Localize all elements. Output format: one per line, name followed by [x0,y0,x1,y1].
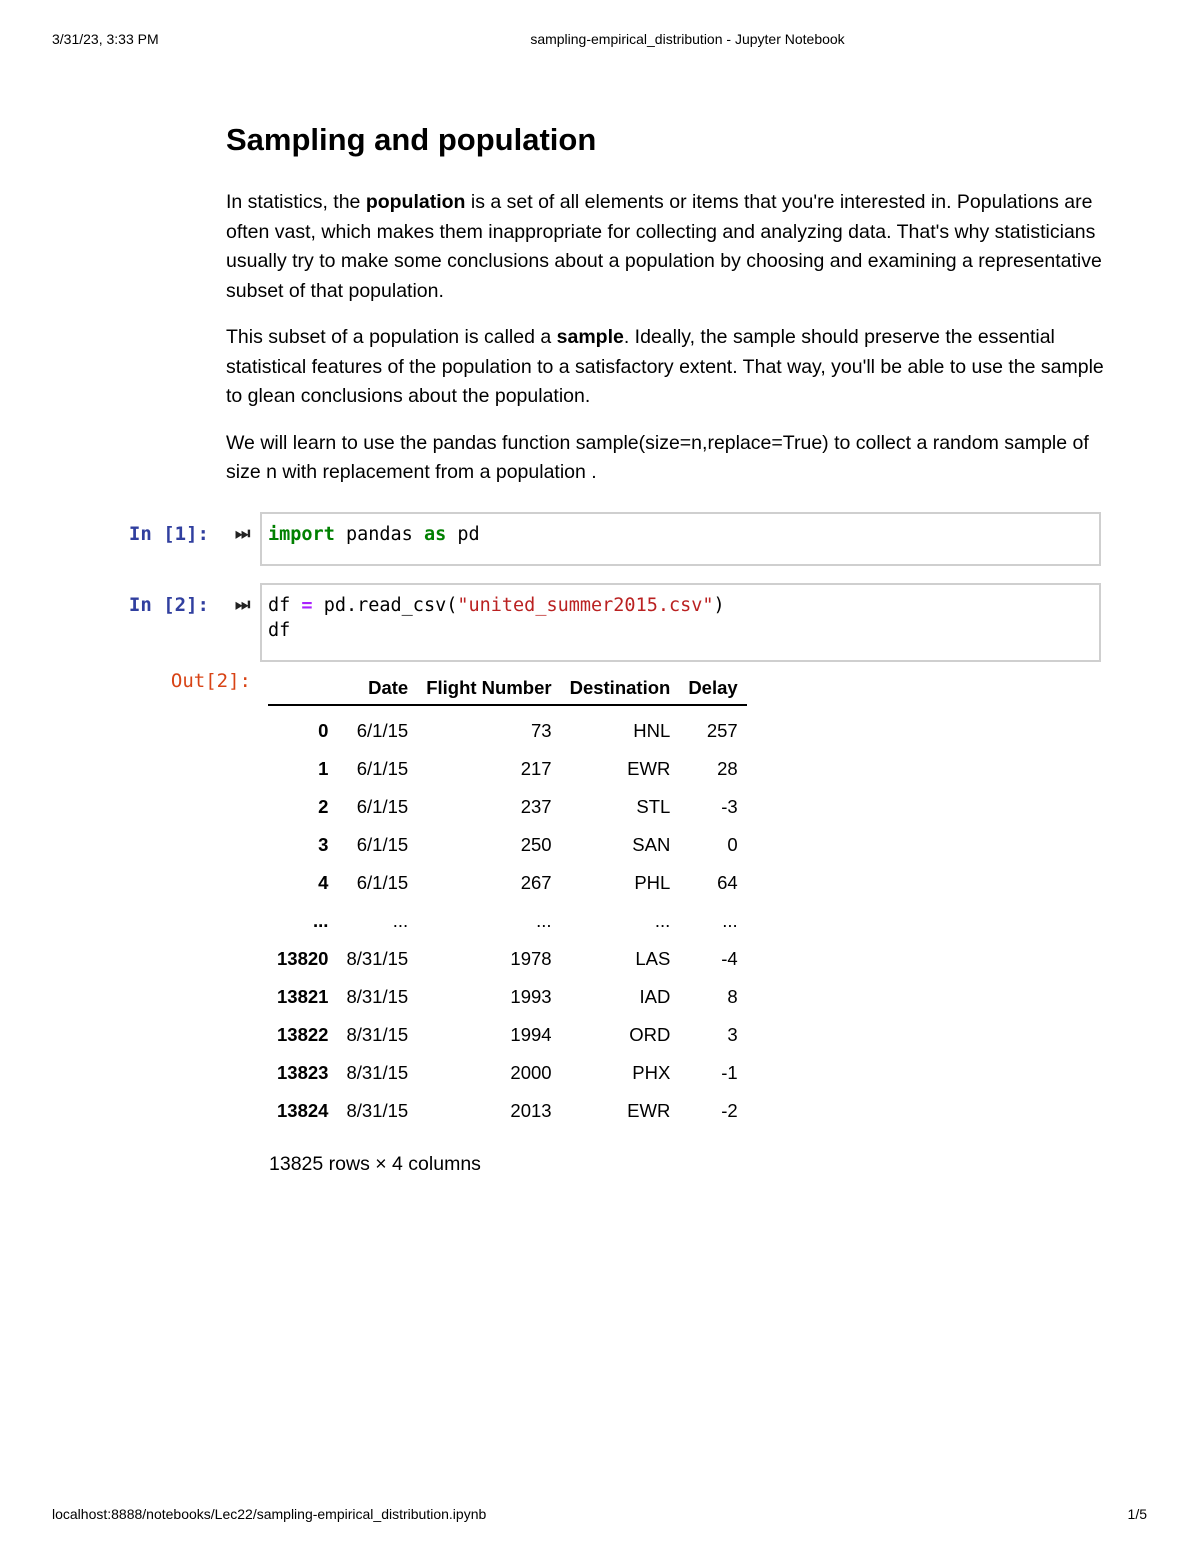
table-row [268,788,747,826]
table-row [268,1016,747,1054]
markdown-cell [226,118,1111,505]
cell-delay: 28 [717,758,738,779]
column-header-flight-number: Flight Number [417,672,560,705]
code-text: df [268,595,302,616]
cell-destination: EWR [627,1100,671,1121]
cell-date: 8/31/15 [346,1024,409,1045]
table-row [268,750,747,788]
code-keyword: import [268,524,335,545]
cell-flight-number: 2013 [510,1100,552,1121]
table-header-row [268,672,747,705]
cell-delay: ... [722,910,738,931]
cell-flight-number: ... [536,910,552,931]
column-header-destination: Destination [561,672,680,705]
code-text: pandas [334,524,424,545]
table-row [268,902,747,940]
table-row [268,864,747,902]
table-row [268,826,747,864]
code-line: df [268,620,291,641]
cell-date: 8/31/15 [346,986,409,1007]
cell-date: 6/1/15 [356,872,409,893]
cell-destination: ORD [629,1024,671,1045]
cell-flight-number: 250 [520,834,552,855]
print-url: localhost:8888/notebooks/Lec22/sampling-empirical_distribution.ipynb [52,1506,487,1522]
code-text: pd.read_csv( [312,595,458,616]
cell-date: 8/31/15 [346,948,409,969]
bold-term-population: population [365,191,466,213]
index-header [268,672,337,705]
table-row [268,978,747,1016]
cell-destination: STL [636,796,671,817]
cell-delay: -1 [721,1062,738,1083]
cell-flight-number: 1978 [510,948,552,969]
cell-destination: PHX [632,1062,671,1083]
print-page-title: sampling-empirical_distribution - Jupyter Notebook [530,31,845,47]
paragraph-text: . Ideally, the sample should preserve the essential statistical features of the population to a satisfactory extent. That way, you'll be able to use the sample to glean conclusions about the population. [226,326,1104,407]
cell-delay: -2 [721,1100,738,1121]
print-page-number: 1/5 [1127,1506,1147,1522]
cell-destination: PHL [634,872,671,893]
run-cell-icon[interactable]: ⏭ [235,524,251,544]
cell-date: 6/1/15 [356,720,409,741]
cell-date: 8/31/15 [346,1062,409,1083]
cell-flight-number: 237 [520,796,552,817]
table-row [268,1054,747,1092]
row-index: 13820 [277,948,329,969]
input-prompt-1: In [1]: [128,523,209,545]
cell-date: 8/31/15 [346,1100,409,1121]
cell-date: ... [392,910,409,931]
input-prompt-2: In [2]: [128,594,209,616]
code-cell-2[interactable] [260,583,1101,662]
paragraph-sample [226,323,1111,412]
paragraph-text: This subset of a population is called a [226,326,557,348]
column-header-date: Date [337,672,417,705]
code-text: ) [713,595,725,616]
cell-destination: IAD [639,986,671,1007]
column-header-delay: Delay [679,672,746,705]
row-index: ... [313,910,329,931]
cell-delay: 0 [727,834,738,855]
row-index: 4 [318,872,329,893]
paragraph-pandas-sample: We will learn to use the pandas function sample(size=n,replace=True) to collect a random sample of size n with replacement from a population . [226,431,1089,483]
print-datetime: 3/31/23, 3:33 PM [52,31,159,47]
code-text: pd [446,524,480,545]
cell-delay: -3 [721,796,738,817]
cell-destination: LAS [635,948,671,969]
code-string: "united_summer2015.csv" [457,595,714,616]
cell-delay: 64 [717,872,738,893]
paragraph-text: is a set of all elements or items that you're interested in. Populations are often vast, which makes them inappropriate for collecting and analyzing data. That's why statisticians usually try to make some conclusions about a population by choosing and examining a representative subset of that population. [226,191,1102,302]
dataframe-shape: 13825 rows × 4 columns [269,1153,481,1175]
code-operator: = [301,595,313,616]
row-index: 13823 [277,1062,329,1083]
row-index: 13821 [277,986,329,1007]
cell-flight-number: 2000 [510,1062,552,1083]
cell-delay: 8 [727,986,738,1007]
cell-date: 6/1/15 [356,758,409,779]
notebook-heading: Sampling and population [226,122,597,157]
cell-flight-number: 1993 [510,986,552,1007]
row-index: 0 [318,720,329,741]
cell-delay: 257 [706,720,738,741]
cell-flight-number: 217 [520,758,552,779]
table-row [268,940,747,978]
code-line [268,593,1093,618]
paragraph-text: In statistics, the [226,191,366,213]
run-cell-icon[interactable]: ⏭ [235,595,251,615]
row-index: 1 [318,758,329,779]
bold-term-sample: sample [556,326,624,348]
cell-flight-number: 267 [520,872,552,893]
row-index: 3 [318,834,329,855]
cell-date: 6/1/15 [356,796,409,817]
code-keyword: as [423,524,447,545]
cell-destination: SAN [632,834,671,855]
paragraph-population [226,188,1111,306]
table-row [268,1092,747,1130]
row-index: 13822 [277,1024,329,1045]
cell-destination: HNL [633,720,671,741]
cell-delay: -4 [721,948,738,969]
dataframe-table [268,672,747,1130]
code-line [268,522,1093,547]
code-cell-1[interactable] [260,512,1101,566]
cell-delay: 3 [727,1024,738,1045]
cell-flight-number: 73 [531,720,552,741]
row-index: 13824 [277,1100,329,1121]
cell-destination: EWR [627,758,671,779]
cell-flight-number: 1994 [510,1024,552,1045]
cell-destination: ... [654,910,671,931]
output-prompt-2: Out[2]: [170,670,251,692]
cell-date: 6/1/15 [356,834,409,855]
table-row [268,705,747,750]
row-index: 2 [318,796,329,817]
